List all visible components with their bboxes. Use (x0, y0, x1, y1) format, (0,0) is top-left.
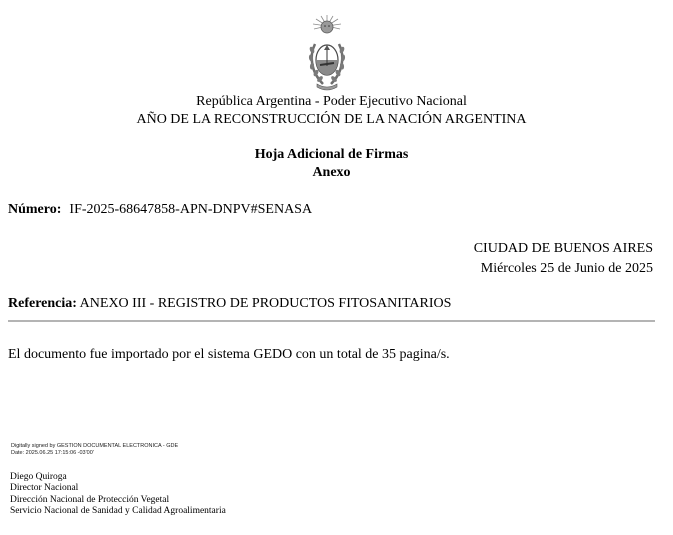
referencia-row (8, 296, 451, 312)
signer-department: Dirección Nacional de Protección Vegetal (10, 494, 170, 505)
referencia-value: ANEXO III - REGISTRO DE PRODUCTOS FITOSANITARIOS (79, 296, 452, 311)
digital-signature-signed-by: Digitally signed by GESTION DOCUMENTAL ELECTRONICA - GDE (11, 443, 179, 449)
referencia-label: Referencia: (8, 296, 77, 311)
body-text: El documento fue importado por el sistema GEDO con un total de 35 pagina/s. (8, 347, 450, 362)
header-country-branch: República Argentina - Poder Ejecutivo Nacional (196, 94, 467, 109)
signer-name: Diego Quiroga (10, 472, 67, 482)
argentina-coat-of-arms-icon (303, 14, 351, 94)
numero-value: IF-2025-68647858-APN-DNPV#SENASA (69, 202, 313, 217)
location-city: CIUDAD DE BUENOS AIRES (473, 241, 653, 256)
numero-row (8, 202, 312, 218)
header-year-motto: AÑO DE LA RECONSTRUCCIÓN DE LA NACIÓN ARGENTINA (136, 112, 527, 127)
digital-signature-stamp (11, 443, 178, 457)
document-subtitle: Anexo (312, 165, 351, 180)
signer-role: Director Nacional (10, 483, 79, 494)
document-title: Hoja Adicional de Firmas (254, 147, 409, 162)
divider (8, 320, 655, 322)
location-date: Miércoles 25 de Junio de 2025 (480, 261, 653, 276)
numero-label: Número: (8, 202, 62, 217)
digital-signature-date: Date: 2025.06.25 17:15:06 -03'00' (11, 450, 94, 456)
signer-organization: Servicio Nacional de Sanidad y Calidad Agroalimentaria (10, 505, 226, 516)
signer-block (10, 472, 226, 517)
